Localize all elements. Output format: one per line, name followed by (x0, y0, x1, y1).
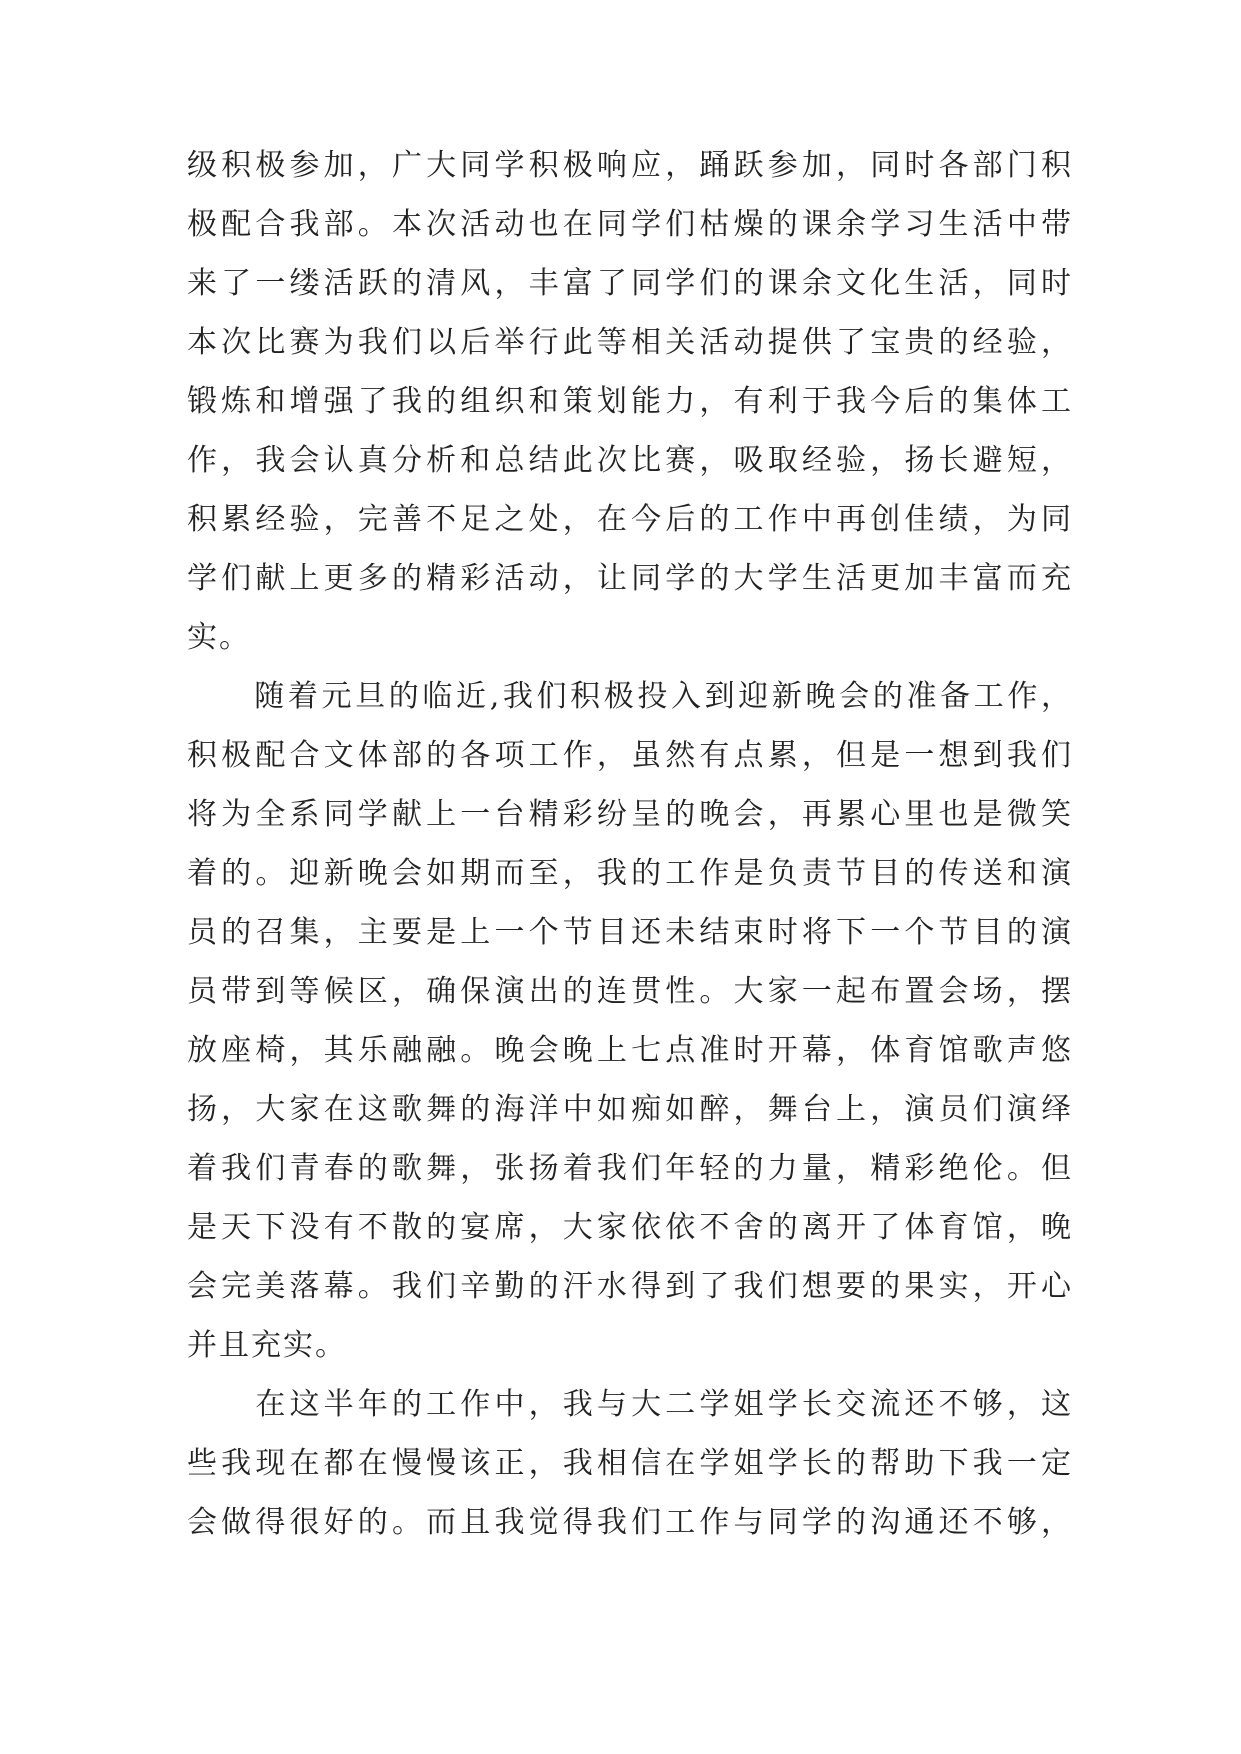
text-line: 将为全系同学献上一台精彩纷呈的晚会，再累心里也是微笑 (187, 797, 1073, 832)
text-line: 来了一缕活跃的清风，丰富了同学们的课余文化生活，同时 (187, 266, 1073, 301)
text-line: 并且充实。 (187, 1328, 347, 1363)
text-line: 级积极参加，广大同学积极响应，踊跃参加，同时各部门积 (187, 148, 1073, 183)
text-line: 放座椅，其乐融融。晚会晚上七点准时开幕，体育馆歌声悠 (187, 1033, 1073, 1068)
text-line: 员带到等候区，确保演出的连贯性。大家一起布置会场，摆 (187, 974, 1073, 1009)
text-line: 学们献上更多的精彩活动，让同学的大学生活更加丰富而充 (187, 561, 1073, 596)
paragraph-activity-summary (187, 136, 1073, 667)
text-line: 随着元旦的临近,我们积极投入到迎新晚会的准备工作， (187, 679, 1073, 714)
text-line: 极配合我部。本次活动也在同学们枯燥的课余学习生活中带 (187, 207, 1073, 242)
text-line: 着我们青春的歌舞，张扬着我们年轻的力量，精彩绝伦。但 (187, 1151, 1073, 1186)
text-line: 着的。迎新晚会如期而至，我的工作是负责节目的传送和演 (187, 856, 1073, 891)
text-line: 锻炼和增强了我的组织和策划能力，有利于我今后的集体工 (187, 384, 1073, 419)
text-line: 是天下没有不散的宴席，大家依依不舍的离开了体育馆，晚 (187, 1210, 1073, 1245)
paragraph-new-year-gala (187, 667, 1073, 1375)
text-line: 会完美落幕。我们辛勤的汗水得到了我们想要的果实，开心 (187, 1269, 1073, 1304)
text-line: 员的召集，主要是上一个节目还未结束时将下一个节目的演 (187, 915, 1073, 950)
paragraph-reflection (187, 1375, 1073, 1552)
text-line: 扬，大家在这歌舞的海洋中如痴如醉，舞台上，演员们演绎 (187, 1092, 1073, 1127)
text-line: 会做得很好的。而且我觉得我们工作与同学的沟通还不够， (187, 1505, 1073, 1540)
text-line: 实。 (187, 620, 251, 655)
text-line: 些我现在都在慢慢该正，我相信在学姐学长的帮助下我一定 (187, 1446, 1073, 1481)
text-line: 本次比赛为我们以后举行此等相关活动提供了宝贵的经验， (187, 325, 1073, 360)
text-line: 作，我会认真分析和总结此次比赛，吸取经验，扬长避短， (187, 443, 1073, 478)
text-line: 积累经验，完善不足之处，在今后的工作中再创佳绩，为同 (187, 502, 1073, 537)
document-body (187, 136, 1073, 1552)
text-line: 积极配合文体部的各项工作，虽然有点累，但是一想到我们 (187, 738, 1073, 773)
text-line: 在这半年的工作中，我与大二学姐学长交流还不够，这 (187, 1387, 1073, 1422)
